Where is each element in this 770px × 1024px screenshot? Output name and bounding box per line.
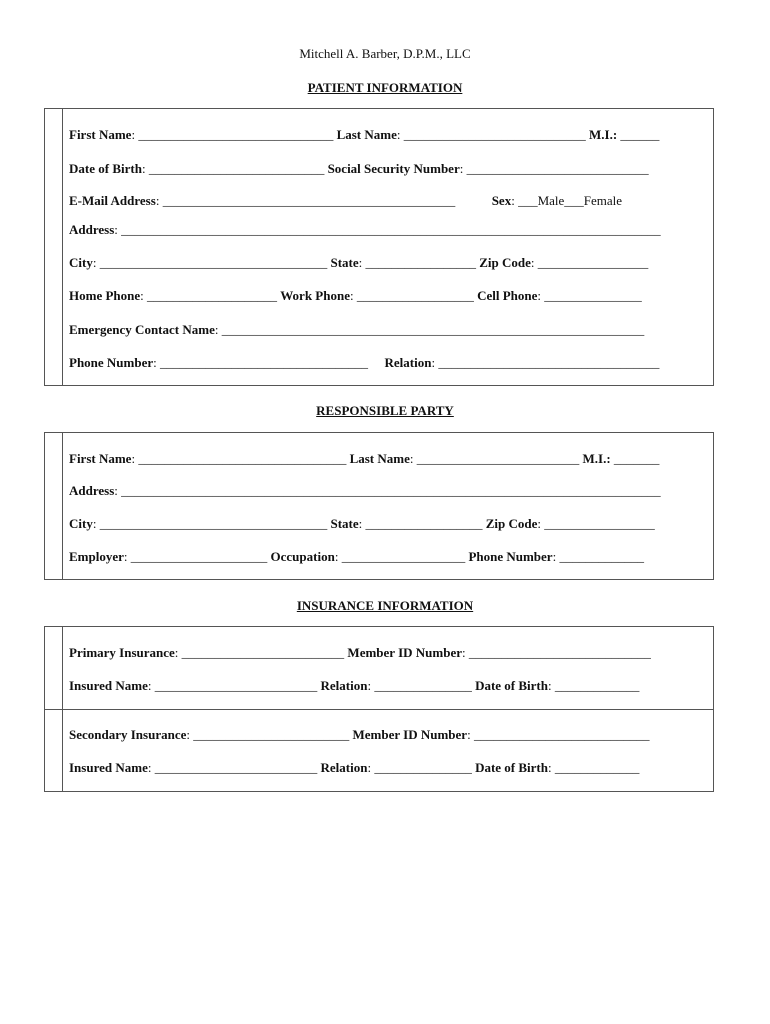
- responsible-address-field[interactable]: Address: ___________________________________________________________________________________: [69, 483, 661, 498]
- responsible-address-row: [69, 483, 705, 499]
- responsible-first-name-field[interactable]: First Name: ________________________________: [69, 451, 347, 466]
- emergency-contact-row: [69, 322, 705, 338]
- secondary-relation-field[interactable]: Relation: _______________: [320, 760, 472, 775]
- patient-state-field[interactable]: State: _________________: [330, 255, 477, 270]
- patient-city-state-zip-row: [69, 255, 705, 271]
- patient-mi-field[interactable]: M.I.: ______: [589, 127, 660, 142]
- insurance-information-heading: INSURANCE INFORMATION: [296, 598, 474, 613]
- patient-home-phone-field[interactable]: Home Phone: ____________________: [69, 288, 278, 303]
- patient-dob-ssn-row: [69, 161, 705, 177]
- patient-first-name-field[interactable]: First Name: ______________________________: [69, 127, 334, 142]
- patient-ssn-field[interactable]: Social Security Number: ____________________________: [327, 161, 649, 176]
- secondary-insurance-field[interactable]: Secondary Insurance: ________________________: [69, 727, 350, 742]
- patient-email-field[interactable]: E-Mail Address: _____________________________________________: [69, 193, 456, 208]
- responsible-name-row: [69, 451, 705, 467]
- responsible-city-state-zip-row: [69, 516, 705, 532]
- patient-phones-row: [69, 288, 705, 304]
- emergency-phone-field[interactable]: Phone Number: ________________________________: [69, 355, 369, 370]
- insurance-information-section: [44, 626, 714, 792]
- responsible-city-field[interactable]: City: ___________________________________: [69, 516, 328, 531]
- patient-dob-field[interactable]: Date of Birth: ___________________________: [69, 161, 325, 176]
- sex-male-option[interactable]: ___Male: [518, 193, 565, 208]
- patient-address-row: [69, 222, 705, 238]
- primary-insured-name-field[interactable]: Insured Name: _________________________: [69, 678, 318, 693]
- patient-zip-field[interactable]: Zip Code: _________________: [479, 255, 649, 270]
- secondary-dob-field[interactable]: Date of Birth: _____________: [475, 760, 640, 775]
- primary-member-id-field[interactable]: Member ID Number: ____________________________: [347, 645, 651, 660]
- emergency-phone-relation-row: [69, 355, 705, 371]
- patient-information-section: [44, 108, 714, 386]
- responsible-employer-field[interactable]: Employer: _____________________: [69, 549, 268, 564]
- patient-address-field[interactable]: Address: ___________________________________________________________________________________: [69, 222, 661, 237]
- responsible-last-name-field[interactable]: Last Name: _________________________: [349, 451, 580, 466]
- responsible-occupation-field[interactable]: Occupation: ___________________: [270, 549, 466, 564]
- secondary-insurance-row: [69, 727, 705, 743]
- patient-last-name-field[interactable]: Last Name: ____________________________: [336, 127, 586, 142]
- secondary-member-id-field[interactable]: Member ID Number: ___________________________: [352, 727, 650, 742]
- responsible-employment-row: [69, 549, 705, 565]
- responsible-zip-field[interactable]: Zip Code: _________________: [485, 516, 655, 531]
- patient-cell-phone-field[interactable]: Cell Phone: _______________: [477, 288, 642, 303]
- primary-relation-field[interactable]: Relation: _______________: [320, 678, 472, 693]
- sex-female-option[interactable]: ___Female: [564, 193, 623, 208]
- primary-dob-field[interactable]: Date of Birth: _____________: [475, 678, 640, 693]
- patient-name-row: [69, 127, 705, 143]
- primary-insurance-row: [69, 645, 705, 661]
- patient-email-sex-row: [69, 193, 705, 209]
- section-gutter: [62, 433, 63, 579]
- secondary-insured-name-field[interactable]: Insured Name: _________________________: [69, 760, 318, 775]
- primary-insured-row: [69, 678, 705, 694]
- practice-name: Mitchell A. Barber, D.P.M., LLC: [299, 46, 471, 61]
- responsible-mi-field[interactable]: M.I.: _______: [582, 451, 660, 466]
- patient-information-heading: PATIENT INFORMATION: [307, 80, 463, 95]
- patient-work-phone-field[interactable]: Work Phone: __________________: [280, 288, 474, 303]
- responsible-party-heading: RESPONSIBLE PARTY: [316, 403, 454, 418]
- responsible-phone-field[interactable]: Phone Number: _____________: [468, 549, 644, 564]
- patient-city-field[interactable]: City: ___________________________________: [69, 255, 328, 270]
- emergency-contact-field[interactable]: Emergency Contact Name: _________________________________________________________________: [69, 322, 645, 337]
- primary-insurance-field[interactable]: Primary Insurance: _________________________: [69, 645, 345, 660]
- responsible-state-field[interactable]: State: __________________: [330, 516, 483, 531]
- section-gutter: [62, 109, 63, 385]
- patient-sex-field[interactable]: Sex: ___Male___Female: [491, 193, 623, 208]
- responsible-party-section: [44, 432, 714, 580]
- secondary-insured-row: [69, 760, 705, 776]
- insurance-divider: [45, 709, 713, 710]
- emergency-relation-field[interactable]: Relation: __________________________________: [384, 355, 660, 370]
